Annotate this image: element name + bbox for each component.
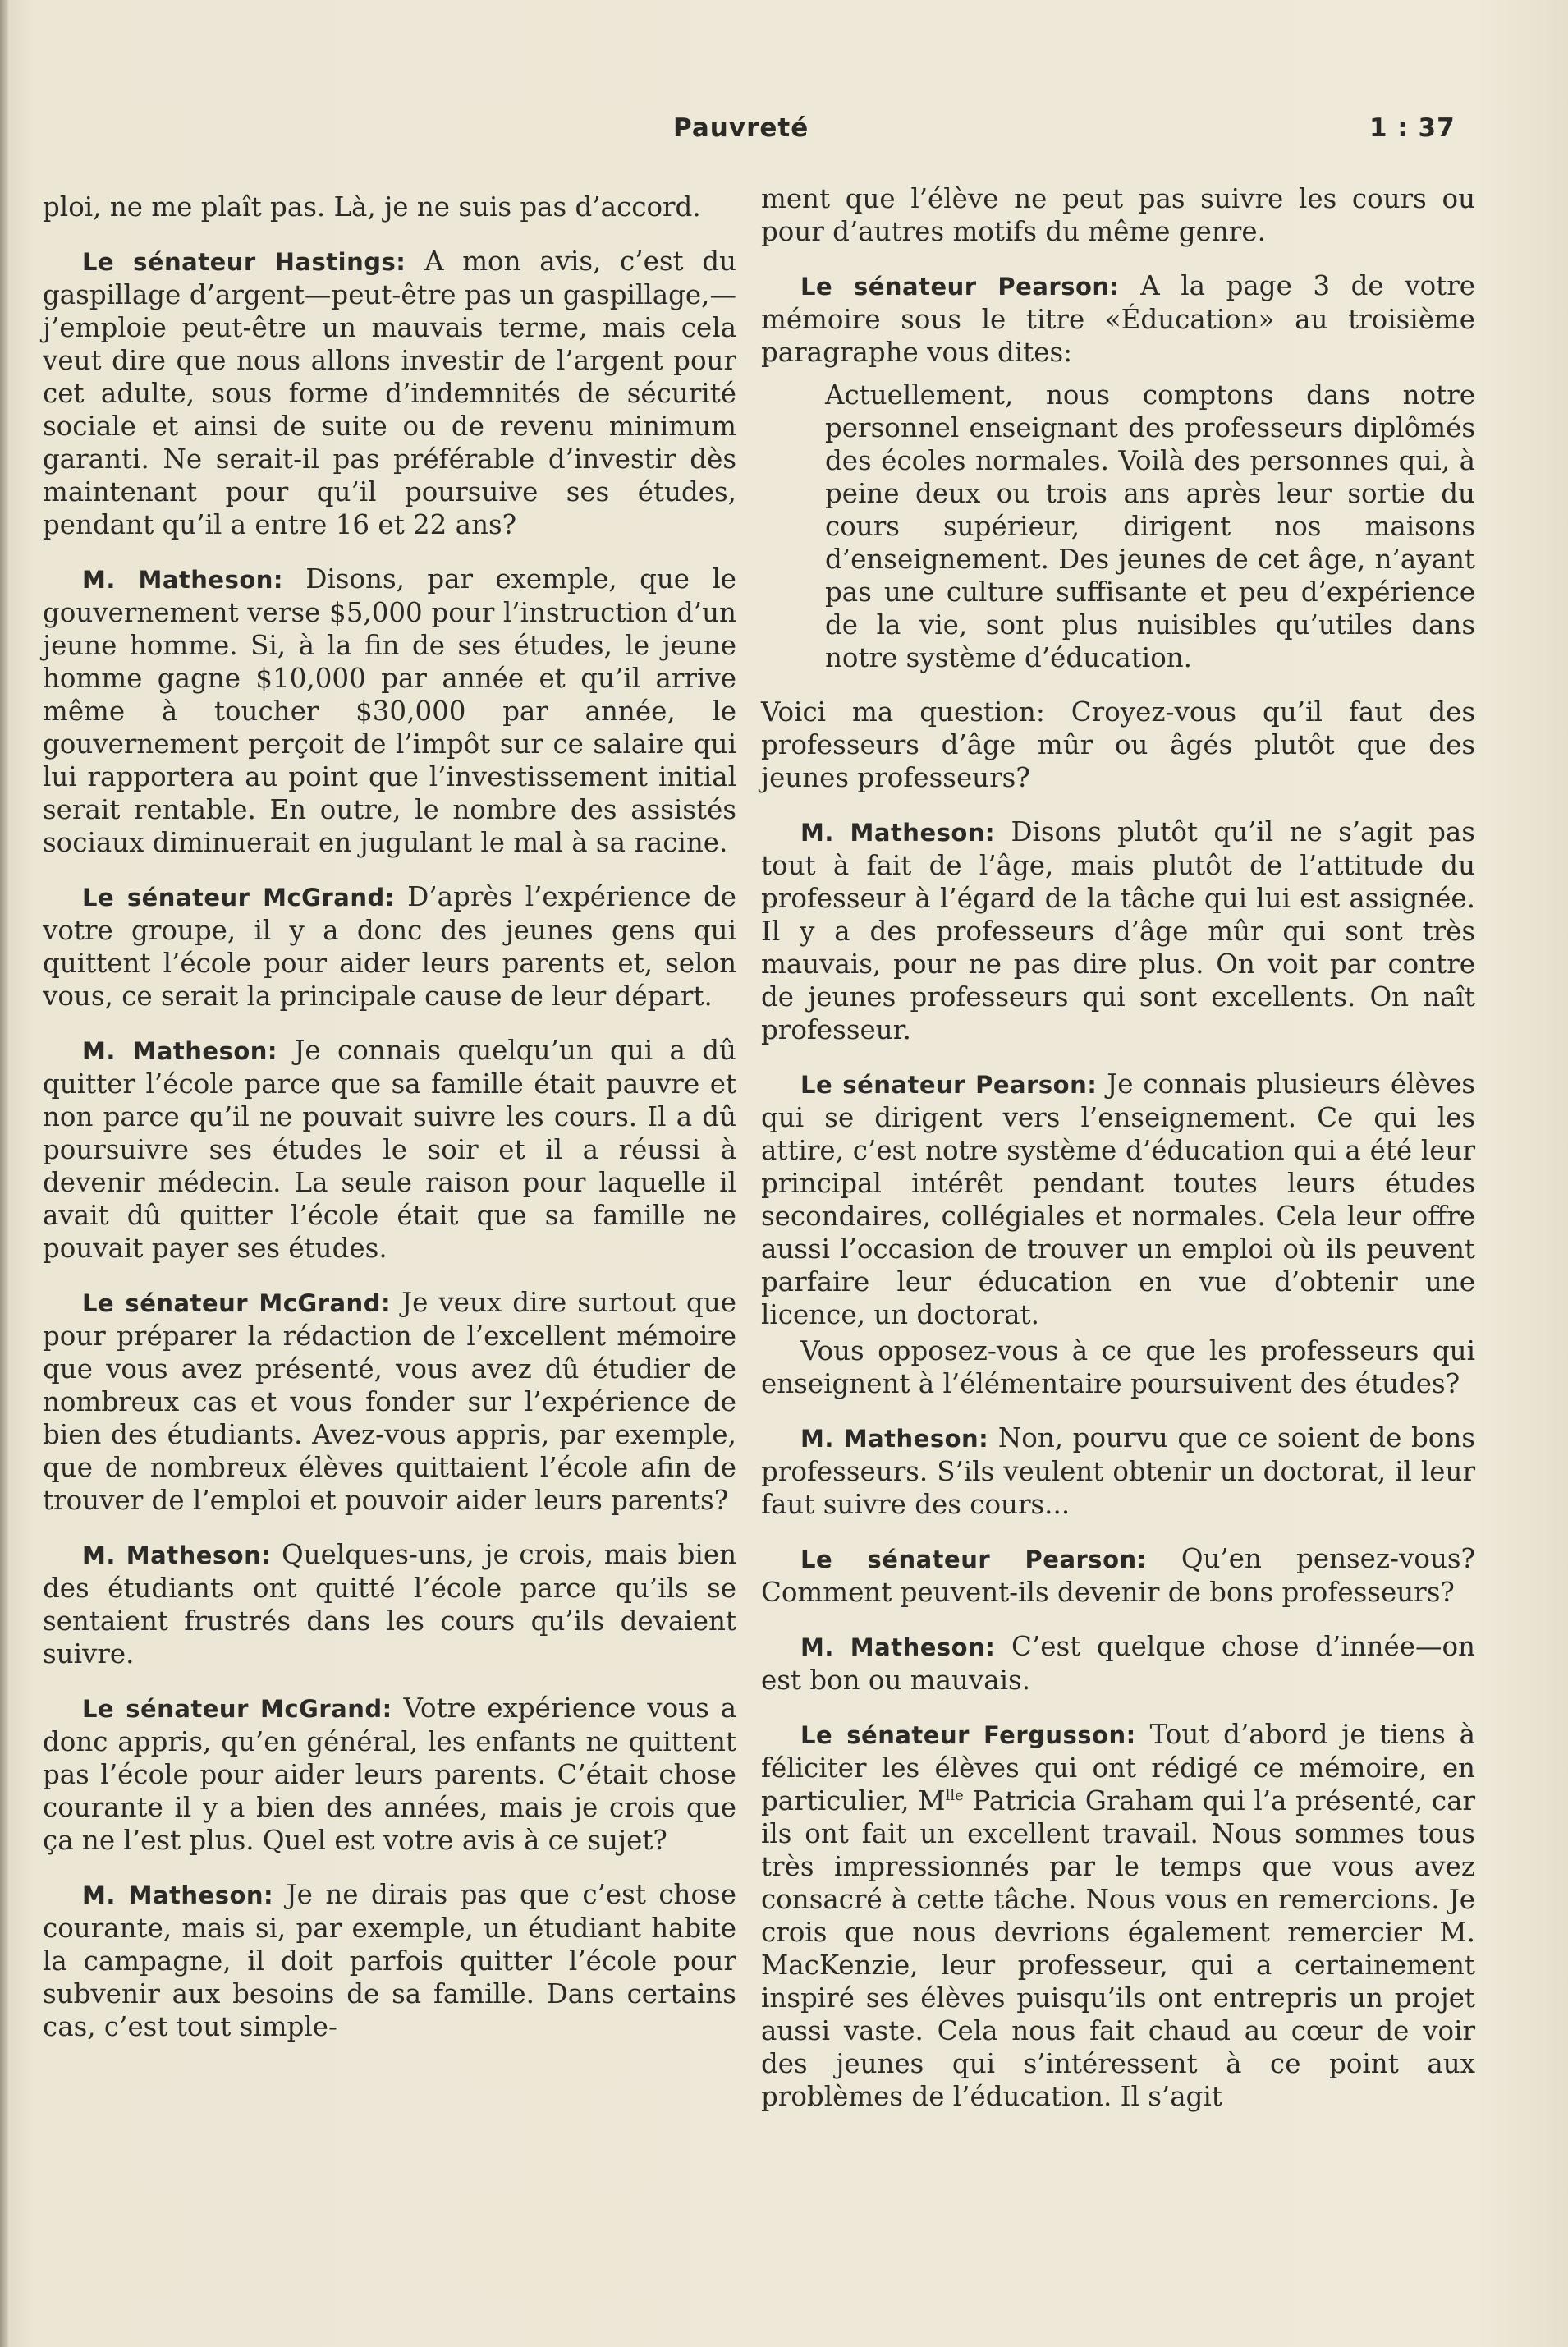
paragraph [761, 182, 1475, 248]
speaker-name: M. Matheson: [82, 1541, 272, 1569]
paragraph-text: Je connais plusieurs élèves qui se dirigent vers l’enseignement. Ce qui les attire, c’est notre système d’éducation qui a été leur principal intérêt pendant toutes leurs études secondaires, collégiales et normales. Cela leur offre aussi l’occasion de trouver un emploi où ils peuvent parfaire leur éducation en vue d’obtenir une licence, un doctorat. [761, 1068, 1475, 1330]
paragraph-text: ploi, ne me plaît pas. Là, je ne suis pas d’accord. [43, 191, 701, 223]
block-quote: Actuellement, nous comptons dans notre personnel enseignant des professeurs diplômés des écoles normales. Voilà des personnes qui, à peine deux ou trois ans après leur sortie du cours supérieur, dirigent nos maisons d’enseignement. Des jeunes de cet âge, n’ayant pas une culture suffisante et peu d’expérience de la vie, sont plus nuisibles qu’utiles dans notre système d’éducation. [825, 379, 1475, 673]
paragraph-text: D’après l’expérience de votre groupe, il y a donc des jeunes gens qui quittent l’école pour aider leurs parents et, selon vous, ce serait la principale cause de leur départ. [43, 881, 736, 1012]
paragraph [43, 1692, 736, 1857]
page-number: 1 : 37 [1369, 113, 1456, 143]
speaker-name: Le sénateur Pearson: [800, 1546, 1147, 1573]
paragraph-text: A la page 3 de votre mémoire sous le titre «Éducation» au troisième paragraphe vous dites: [761, 270, 1475, 368]
paragraph-text: Patricia Graham qui l’a présenté, car ils ont fait un excellent travail. Nous sommes tous très impressionnés par le temps que vous avez consacré à cette tâche. Nous vous en remercions. Je crois que nous devrions également remercier M. MacKenzie, leur professeur, qui a certainement inspiré ses élèves puisqu’ils ont entrepris un projet aussi vaste. Cela nous fait chaud au cœur de voir des jeunes qui s’intéressent à ce point aux problèmes de l’éducation. Il s’agit [761, 1785, 1475, 2112]
paragraph-text: C’est quelque chose d’innée—on est bon ou mauvais. [761, 1631, 1475, 1696]
left-column [43, 191, 736, 2065]
paragraph [761, 1334, 1475, 1400]
speaker-name: M. Matheson: [800, 1425, 989, 1453]
paragraph-text: A mon avis, c’est du gaspillage d’argent—peut-être pas un gaspillage,—j’emploie peut-être un mauvais terme, mais cela veut dire que nous allons investir de l’argent pour cet adulte, sous forme d’indemnités de sécurité sociale et ainsi de suite ou de revenu minimum garanti. Ne serait-il pas préférable d’investir dès maintenant pour qu’il poursuive ses études, pendant qu’il a entre 16 et 22 ans? [43, 246, 736, 540]
running-title: Pauvreté [673, 113, 809, 143]
paragraph [43, 191, 736, 223]
speaker-name: M. Matheson: [82, 1881, 274, 1909]
paragraph [43, 563, 736, 859]
speaker-name: M. Matheson: [82, 1037, 278, 1065]
paragraph-text: Non, pourvu que ce soient de bons professeurs. S’ils veulent obtenir un doctorat, il leur faut suivre des cours... [761, 1422, 1475, 1520]
speaker-name: Le sénateur McGrand: [82, 1289, 392, 1317]
paragraph [761, 269, 1475, 369]
speaker-name: M. Matheson: [800, 1633, 996, 1661]
speaker-name: Le sénateur McGrand: [82, 1695, 392, 1723]
paragraph [43, 1286, 736, 1517]
paragraph [761, 1718, 1475, 2113]
paragraph-text: Je ne dirais pas que c’est chose courante, mais si, par exemple, un étudiant habite la campagne, il doit parfois quitter l’école pour subvenir aux besoins de sa famille. Dans certains cas, c’est tout simple- [43, 1879, 736, 2042]
speaker-name: Le sénateur Fergusson: [800, 1721, 1136, 1749]
paragraph [761, 1068, 1475, 1331]
paragraph-text: Je connais quelqu’un qui a dû quitter l’école parce que sa famille était pauvre et non parce qu’il ne pouvait suivre les cours. Il a dû poursuivre ses études le soir et il a réussi à devenir médecin. La seule raison pour laquelle il avait dû quitter l’école était que sa famille ne pouvait payer ses études. [43, 1035, 736, 1264]
paragraph [761, 1422, 1475, 1521]
page-header [0, 113, 1568, 153]
paragraph [43, 1538, 736, 1670]
speaker-name: Le sénateur McGrand: [82, 884, 395, 912]
paragraph-text: Qu’en pensez-vous? Comment peuvent-ils devenir de bons professeurs? [761, 1543, 1475, 1608]
speaker-name: Le sénateur Hastings: [82, 248, 406, 276]
paragraph-text: Disons plutôt qu’il ne s’agit pas tout à fait de l’âge, mais plutôt de l’attitude du professeur à l’égard de la tâche qui lui est assignée. Il y a des professeurs d’âge mûr qui sont très mauvais, pour ne pas dire plus. On voit par contre de jeunes professeurs qui sont excellents. On naît professeur. [761, 816, 1475, 1045]
right-column [761, 182, 1475, 2134]
paragraph [43, 245, 736, 541]
speaker-name: Le sénateur Pearson: [800, 273, 1120, 301]
speaker-name: Le sénateur Pearson: [800, 1071, 1098, 1099]
paragraph-text: Voici ma question: Croyez-vous qu’il faut des professeurs d’âge mûr ou âgés plutôt que des jeunes professeurs? [761, 696, 1475, 793]
paragraph-text: Quelques-uns, je crois, mais bien des étudiants ont quitté l’école parce qu’ils se sentaient frustrés dans les cours qu’ils devaient suivre. [43, 1539, 736, 1670]
paragraph [43, 880, 736, 1013]
paragraph-text: Disons, par exemple, que le gouvernement verse $5,000 pour l’instruction d’un jeune homme. Si, à la fin de ses études, le jeune homme gagne $10,000 par année et qu’il arrive même à toucher $30,000 par année, le gouvernement perçoit de l’impôt sur ce salaire qui lui rapportera au point que l’investissement initial serait rentable. En outre, le nombre des assistés sociaux diminuerait en jugulant le mal à sa racine. [43, 563, 736, 858]
paragraph [761, 1630, 1475, 1697]
paragraph-text: ment que l’élève ne peut pas suivre les cours ou pour d’autres motifs du même genre. [761, 183, 1475, 247]
paragraph [43, 1034, 736, 1265]
speaker-name: M. Matheson: [82, 566, 284, 594]
speaker-name: M. Matheson: [800, 819, 996, 847]
paragraph-text: Tout d’abord je tiens à féliciter les élèves qui ont rédigé ce mémoire, en particulier, M [761, 1719, 1475, 1817]
paragraph [43, 1878, 736, 2043]
paragraph [761, 1542, 1475, 1609]
superscript-text: lle [945, 1787, 964, 1805]
paragraph [761, 696, 1475, 794]
paragraph-text: Votre expérience vous a donc appris, qu’en général, les enfants ne quittent pas l’école pour aider leurs parents. C’était chose courante il y a bien des années, mais je crois que ça ne l’est plus. Quel est votre avis à ce sujet? [43, 1693, 736, 1856]
paragraph-text: Vous opposez-vous à ce que les professeurs qui enseignent à l’élémentaire poursuivent des études? [761, 1335, 1475, 1399]
paragraph [761, 815, 1475, 1046]
page-binding-edge [0, 0, 8, 2347]
paragraph-text: Je veux dire surtout que pour préparer la rédaction de l’excellent mémoire que vous avez présenté, vous avez dû étudier de nombreux cas et vous fonder sur l’expérience de bien des étudiants. Avez-vous appris, par exemple, que de nombreux élèves quittaient l’école afin de trouver de l’emploi et pouvoir aider leurs parents? [43, 1287, 736, 1516]
